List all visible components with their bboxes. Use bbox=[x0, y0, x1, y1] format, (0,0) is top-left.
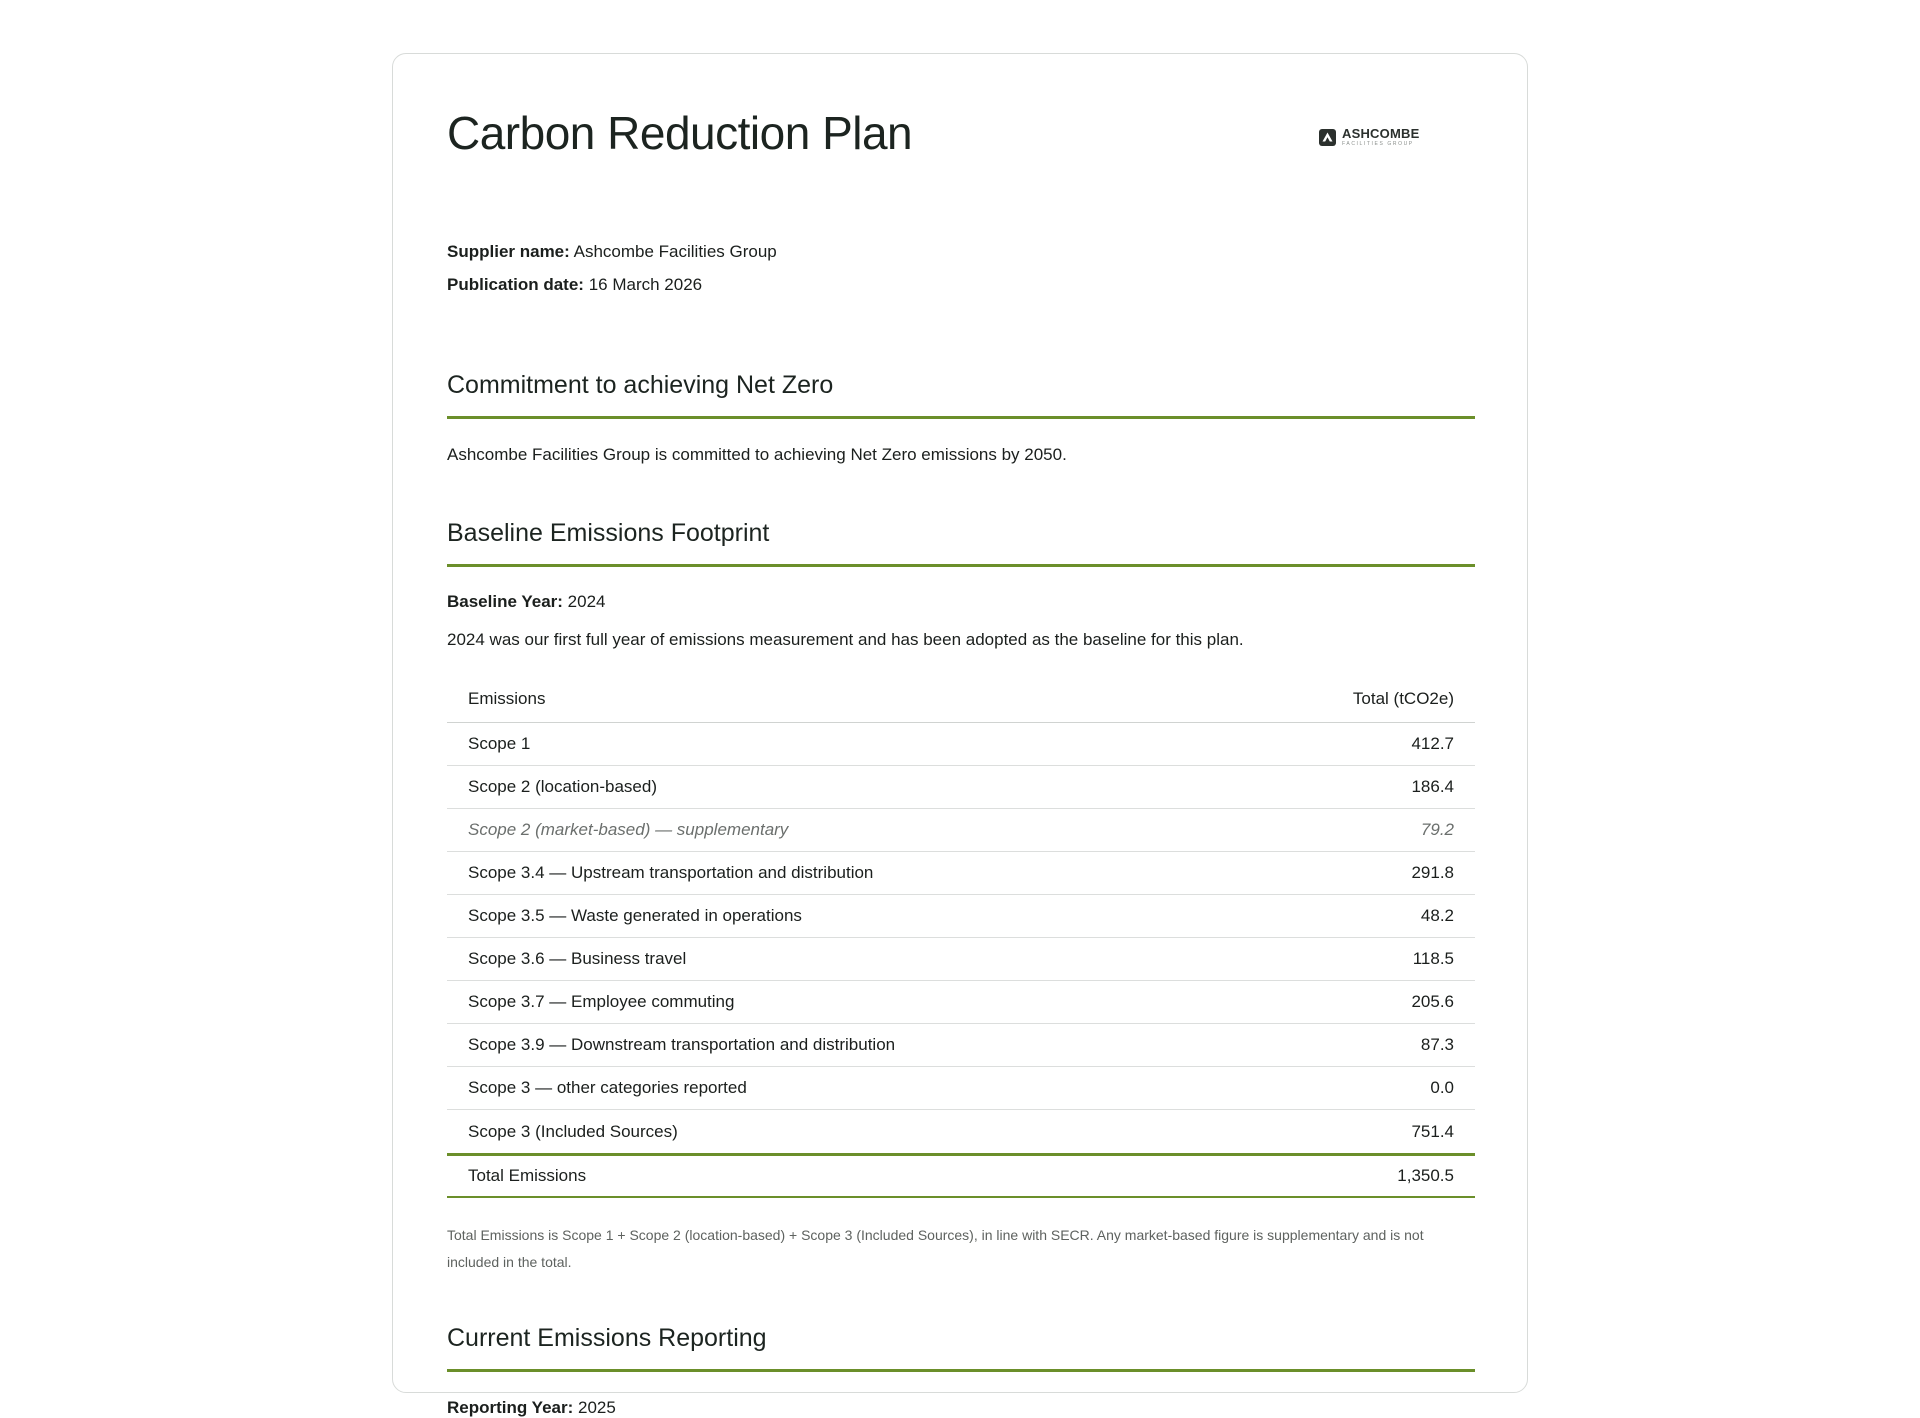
table-row bbox=[447, 1024, 1475, 1067]
reporting-year-label: Reporting Year: bbox=[447, 1398, 574, 1417]
table-row bbox=[447, 1067, 1475, 1110]
row-label: Scope 3.6 — Business travel bbox=[468, 949, 687, 968]
row-label: Scope 2 (location-based) bbox=[468, 777, 658, 796]
table-row bbox=[447, 766, 1475, 809]
supplier-name-label: Supplier name: bbox=[447, 242, 570, 261]
baseline-year-value: 2024 bbox=[567, 592, 606, 611]
row-label: Scope 1 bbox=[468, 734, 531, 753]
table-row-supplementary bbox=[447, 809, 1475, 852]
baseline-year-line bbox=[447, 592, 606, 612]
row-value: 118.5 bbox=[1412, 949, 1454, 968]
mountain-logo-icon bbox=[1319, 129, 1336, 146]
row-label: Scope 3.5 — Waste generated in operations bbox=[468, 906, 802, 925]
row-value: 291.8 bbox=[1411, 863, 1454, 882]
row-label: Scope 3.9 — Downstream transportation and distribution bbox=[468, 1035, 896, 1054]
publication-date-line bbox=[447, 275, 702, 295]
column-header-emissions: Emissions bbox=[468, 689, 546, 708]
table-row bbox=[447, 981, 1475, 1024]
total-value: 1,350.5 bbox=[1397, 1166, 1454, 1185]
baseline-emissions-table bbox=[447, 676, 1475, 1198]
publication-date-value: 16 March 2026 bbox=[588, 275, 703, 294]
table-row bbox=[447, 852, 1475, 895]
baseline-heading: Baseline Emissions Footprint bbox=[447, 519, 1475, 567]
row-value: 48.2 bbox=[1420, 906, 1454, 925]
reporting-year-line bbox=[447, 1398, 616, 1418]
logo-name: ASHCOMBE bbox=[1342, 126, 1420, 141]
total-label: Total Emissions bbox=[468, 1166, 587, 1185]
row-value: 205.6 bbox=[1411, 992, 1454, 1011]
table-header-row bbox=[447, 676, 1475, 723]
row-label: Scope 2 (market-based) — supplementary bbox=[468, 820, 789, 839]
table-row bbox=[447, 1110, 1475, 1153]
table-row bbox=[447, 895, 1475, 938]
company-logo bbox=[1319, 127, 1419, 147]
table-row bbox=[447, 938, 1475, 981]
supplier-name-line bbox=[447, 242, 777, 262]
logo-subtitle: FACILITIES GROUP bbox=[1342, 141, 1414, 147]
page-title: Carbon Reduction Plan bbox=[447, 107, 913, 159]
row-label: Scope 3.4 — Upstream transportation and distribution bbox=[468, 863, 874, 882]
row-value: 87.3 bbox=[1420, 1035, 1454, 1054]
column-header-total: Total (tCO2e) bbox=[1352, 689, 1454, 708]
table-total-row bbox=[447, 1153, 1475, 1198]
row-value: 412.7 bbox=[1411, 734, 1454, 753]
row-label: Scope 3 — other categories reported bbox=[468, 1078, 747, 1097]
commitment-text: Ashcombe Facilities Group is committed to achieving Net Zero emissions by 2050. bbox=[447, 445, 1067, 464]
row-label: Scope 3.7 — Employee commuting bbox=[468, 992, 735, 1011]
row-value: 79.2 bbox=[1420, 820, 1454, 839]
row-label: Scope 3 (Included Sources) bbox=[468, 1121, 678, 1141]
baseline-year-label: Baseline Year: bbox=[447, 592, 563, 611]
publication-date-label: Publication date: bbox=[447, 275, 584, 294]
current-emissions-heading: Current Emissions Reporting bbox=[447, 1324, 1475, 1372]
baseline-description: 2024 was our first full year of emissions measurement and has been adopted as the baseline for this plan. bbox=[447, 630, 1244, 649]
row-value: 0.0 bbox=[1430, 1078, 1454, 1097]
table-footnote: Total Emissions is Scope 1 + Scope 2 (location-based) + Scope 3 (Included Sources), in line with SECR. Any market-based figure is supplementary and is not included in the total. bbox=[447, 1227, 1424, 1270]
row-value: 186.4 bbox=[1411, 777, 1454, 796]
row-value: 751.4 bbox=[1411, 1121, 1454, 1141]
commitment-heading: Commitment to achieving Net Zero bbox=[447, 371, 1475, 419]
table-row bbox=[447, 723, 1475, 766]
reporting-year-value: 2025 bbox=[578, 1398, 616, 1417]
supplier-name-value: Ashcombe Facilities Group bbox=[573, 242, 777, 261]
document-card bbox=[392, 53, 1528, 1417]
